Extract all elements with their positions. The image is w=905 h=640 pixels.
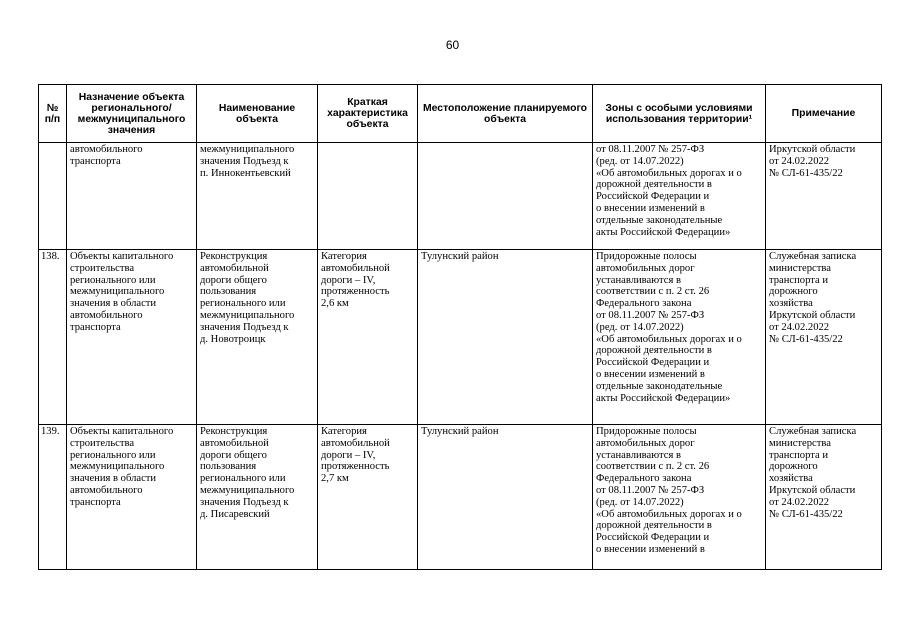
table-row [39, 250, 882, 425]
row-characteristic: Категория автомобильной дороги – IV, протяженность 2,7 км [318, 425, 418, 570]
row-name: Реконструкция автомобильной дороги общего пользования регионального или межмуниципального значения Подъезд к д. Новотроицк [197, 250, 318, 425]
row-zones: от 08.11.2007 № 257-ФЗ (ред. от 14.07.2022) «Об автомобильных дорогах и о дорожной деятельности в Российской Федерации и о внесении изменений в отдельные законодательные акты Российской Федерации» [593, 143, 766, 250]
header-purpose: Назначение объекта регионального/ межмуниципального значения [67, 85, 197, 143]
table-header-row [39, 85, 882, 143]
header-location: Местоположение планируемого объекта [418, 85, 593, 143]
header-name: Наименование объекта [197, 85, 318, 143]
header-zones: Зоны с особыми условиями использования территории¹ [593, 85, 766, 143]
table-row [39, 425, 882, 570]
row-note: Служебная записка министерства транспорта и дорожного хозяйства Иркутской области от 24.02.2022 № СЛ-61-435/22 [766, 425, 882, 570]
row-purpose: Объекты капитального строительства регионального или межмуниципального значения в области автомобильного транспорта [67, 250, 197, 425]
row-characteristic: Категория автомобильной дороги – IV, протяженность 2,6 км [318, 250, 418, 425]
row-purpose: Объекты капитального строительства регионального или межмуниципального значения в области автомобильного транспорта [67, 425, 197, 570]
row-note: Иркутской области от 24.02.2022 № СЛ-61-435/22 [766, 143, 882, 250]
row-num: 138. [39, 250, 67, 425]
row-purpose: автомобильного транспорта [67, 143, 197, 250]
row-num [39, 143, 67, 250]
row-name: межмуниципального значения Подъезд к п. Иннокентьевский [197, 143, 318, 250]
header-characteristic: Краткая характеристика объекта [318, 85, 418, 143]
row-note: Служебная записка министерства транспорта и дорожного хозяйства Иркутской области от 24.02.2022 № СЛ-61-435/22 [766, 250, 882, 425]
row-location [418, 143, 593, 250]
row-location: Тулунский район [418, 250, 593, 425]
row-location: Тулунский район [418, 425, 593, 570]
row-num: 139. [39, 425, 67, 570]
header-num: № п/п [39, 85, 67, 143]
page-number: 60 [445, 38, 460, 52]
table-row [39, 143, 882, 250]
row-characteristic [318, 143, 418, 250]
header-note: Примечание [766, 85, 882, 143]
row-name: Реконструкция автомобильной дороги общего пользования регионального или межмуниципального значения Подъезд к д. Писаревский [197, 425, 318, 570]
row-zones: Придорожные полосы автомобильных дорог устанавливаются в соответствии с п. 2 ст. 26 Федерального закона от 08.11.2007 № 257-ФЗ (ред. от 14.07.2022) «Об автомобильных дорогах и о дорожной деятельности в Российской Федерации и о внесении изменений в отдельные законодательные акты Российской Федерации» [593, 250, 766, 425]
objects-table [38, 84, 882, 570]
row-zones: Придорожные полосы автомобильных дорог устанавливаются в соответствии с п. 2 ст. 26 Федерального закона от 08.11.2007 № 257-ФЗ (ред. от 14.07.2022) «Об автомобильных дорогах и о дорожной деятельности в Российской Федерации и о внесении изменений в [593, 425, 766, 570]
